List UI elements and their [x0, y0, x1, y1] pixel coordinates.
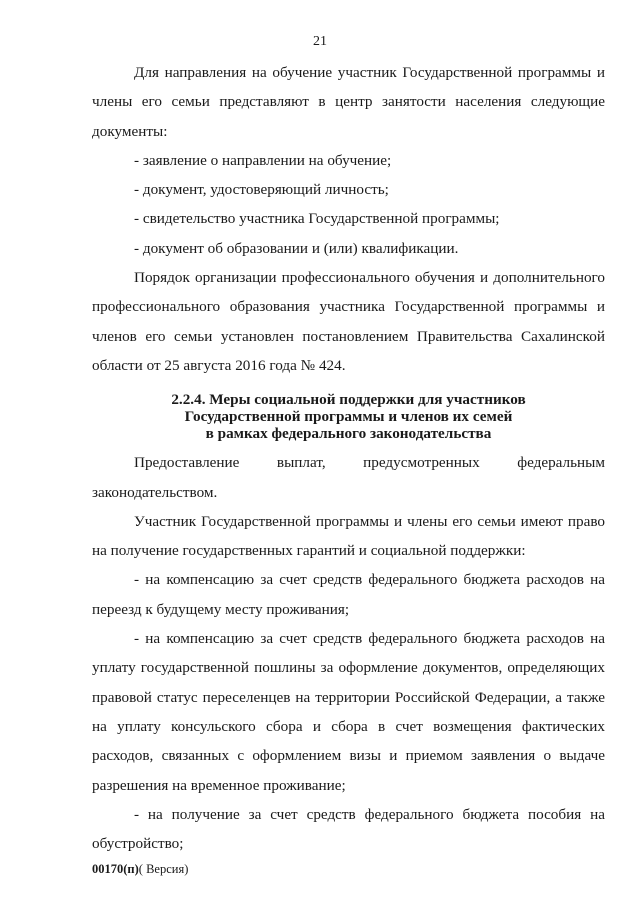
footer-version: ( Версия) [138, 862, 189, 876]
list-item-identity-document: - документ, удостоверяющий личность; [134, 181, 389, 199]
paragraph-training-procedure: Порядок организации профессионального обучения и дополнительного профессионального образования участника Государственной программы и членов его семьи установлен постановлением Правительства Сахалинской области от 25 августа 2016 года № 424. [92, 269, 605, 374]
section-heading-line-1: 2.2.4. Меры социальной поддержки для участников [171, 391, 526, 409]
document-body [92, 58, 605, 858]
paragraph-settlement-allowance: - на получение за счет средств федерального бюджета пособия на обустройство; [92, 805, 605, 853]
list-item-education-document: - документ об образовании и (или) квалификации. [134, 239, 459, 257]
section-heading-line-3: в рамках федерального законодательства [205, 425, 492, 443]
document-footer [92, 862, 188, 877]
footer-document-code: 00170(п) [92, 862, 139, 876]
list-item-participant-certificate: - свидетельство участника Государственной программы; [134, 210, 500, 228]
paragraph-state-fee-compensation: - на компенсацию за счет средств федерального бюджета расходов на уплату государственной пошлины за оформление документов, определяющих правовой статус переселенцев на территории Российской Федерации, а также на уплату консульского сбора и сбора в счет возмещения фактических расходов, связанных с оформлением визы и приемом заявления о выдаче разрешения на временное проживание; [92, 630, 605, 794]
page-number: 21 [313, 34, 327, 49]
section-heading-line-2: Государственной программы и членов их семей [184, 408, 513, 426]
paragraph-documents-intro: Для направления на обучение участник Государственной программы и члены его семьи представляют в центр занятости населения следующие документы: [92, 64, 605, 140]
paragraph-rights-intro: Участник Государственной программы и члены его семьи имеют право на получение государственных гарантий и социальной поддержки: [92, 512, 605, 560]
section-heading [92, 391, 605, 442]
paragraph-federal-payments: Предоставление выплат, предусмотренных федеральным законодательством. [92, 454, 605, 501]
paragraph-relocation-compensation: - на компенсацию за счет средств федерального бюджета расходов на переезд к будущему месту проживания; [92, 571, 605, 618]
list-item-application: - заявление о направлении на обучение; [134, 151, 392, 169]
